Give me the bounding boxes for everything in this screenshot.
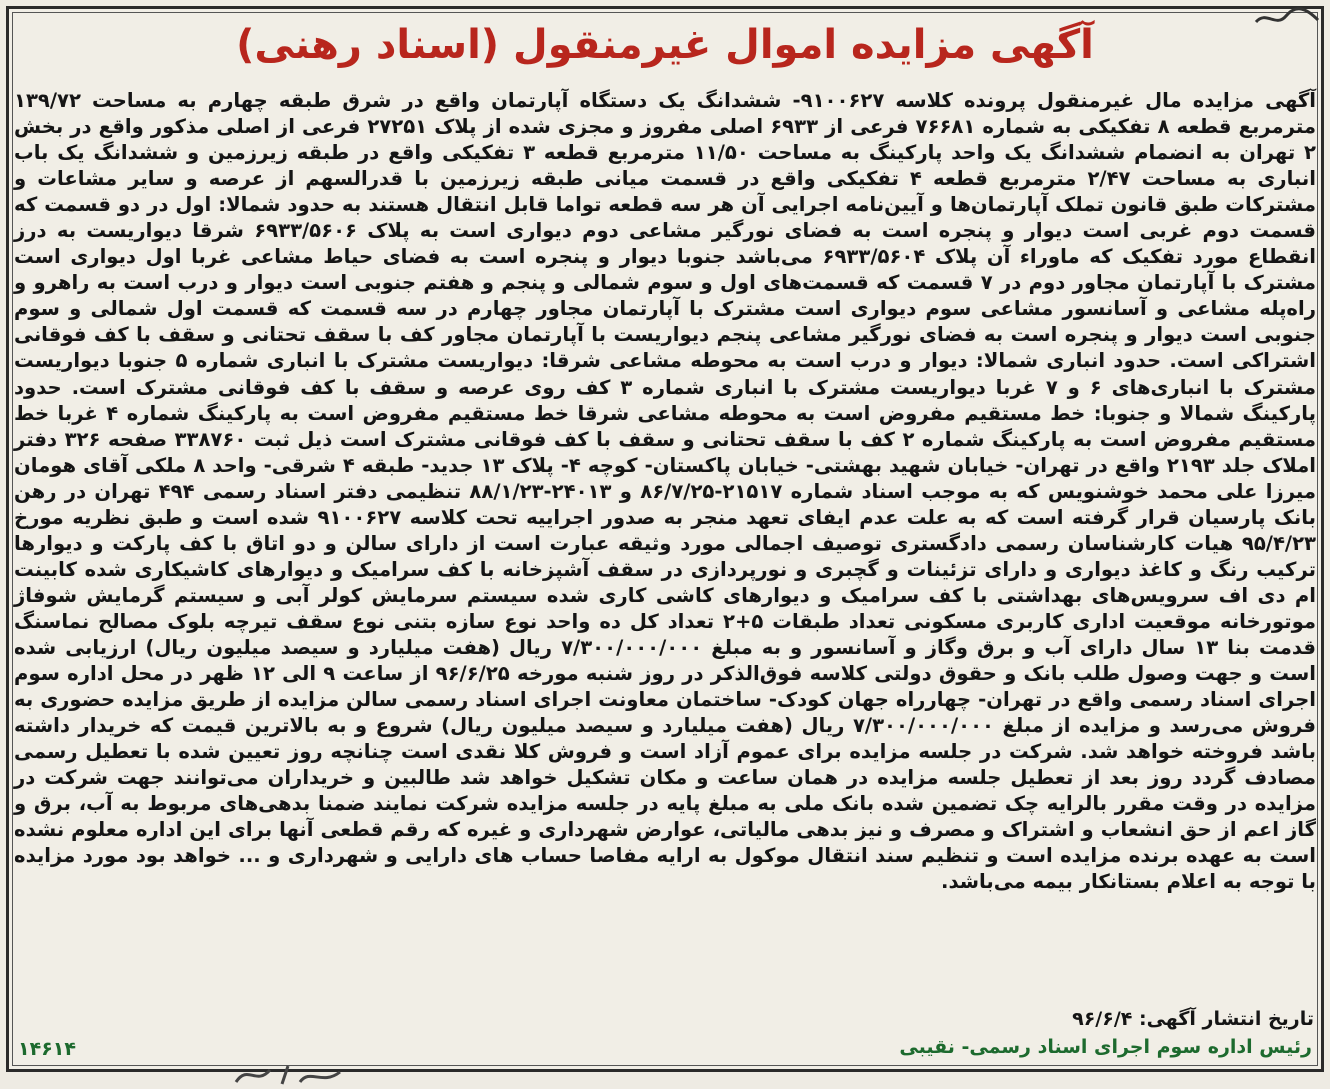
handwritten-mark [230, 1060, 350, 1089]
signature-line: رئیس اداره سوم اجرای اسناد رسمی- نقیبی [899, 1036, 1312, 1058]
notice-title: آگهی مزایده اموال غیرمنقول (اسناد رهنی) [236, 22, 1094, 68]
notice-code: ۱۴۶۱۴ [18, 1038, 76, 1060]
publication-date: تاریخ انتشار آگهی: ۹۶/۶/۴ [1072, 1008, 1314, 1030]
notice-body: آگهی مزایده مال غیرمنقول پرونده کلاسه ۹۱۰۰۶۲۷- ششدانگ یک دستگاه آپارتمان واقع در شرق طبقه چهارم به مساحت ۱۳۹/۷۲ مترمربع قطعه ۸ تفکیکی به شماره ۷۶۶۸۱ فرعی از ۶۹۳۳ اصلی مفروز و مجزی شده از پلاک ۲۷۲۵۱ فرعی از اصلی مذکور واقع در بخش ۲ تهران به انضمام ششدانگ یک واحد پارکینگ به مساحت ۱۱/۵۰ مترمربع قطعه ۳ تفکیکی واقع در طبقه زیرزمین و ششدانگ یک باب انباری به مساحت ۲/۴۷ مترمربع قطعه ۴ تفکیکی واقع در قسمت میانی طبقه زیرزمین با قدرالسهم از عرصه و سایر مشاعات و مشترکات طبق قانون تملک آپارتمان‌ها و آیین‌نامه اجرایی آن هر سه قطعه تواما قابل انتقال هستند به حدود شمالا: اول در دو قسمت که قسمت دوم غربی است دیوار و پنجره است به فضای نورگیر مشاعی دوم دیواری است به پلاک ۶۹۳۳/۵۶۰۶ شرقا دیواریست به درز انقطاع مورد تفکیک که ماوراء آن پلاک ۶۹۳۳/۵۶۰۴ می‌باشد جنوبا دیوار و پنجره است به فضای حیاط مشاعی غربا اول دیواری است مشترک با آپارتمان مجاور دوم در ۷ قسمت که قسمت‌های اول و سوم شمالی و پنجم و هفتم جنوبی است دیوار و درب است به راهرو و راه‌پله مشاعی و آسانسور مشاعی سوم دیواری است مشترک با آپارتمان مجاور چهارم در سه قسمت که قسمت اول شمالی و سوم جنوبی است دیوار و پنجره است به فضای نورگیر مشاعی پنجم دیواریست با آپارتمان مجاور کف با سقف تحتانی و سقف با کف فوقانی اشتراکی است. حدود انباری شمالا: دیوار و درب است به محوطه مشاعی شرقا: دیواریست مشترک با انباری شماره ۵ جنوبا دیواریست مشترک با انباری‌های ۶ و ۷ غربا دیواریست مشترک با انباری شماره ۳ کف روی عرصه و سقف با کف فوقانی مشترک است. حدود پارکینگ شمالا و جنوبا: خط مستقیم مفروض است به محوطه مشاعی شرقا خط مستقیم مفروض است به پارکینگ شماره ۴ غربا خط مستقیم مفروض است به پارکینگ شماره ۲ کف با سقف تحتانی و سقف با کف فوقانی مشترک است ذیل ثبت ۳۳۸۷۶۰ صفحه ۳۲۶ دفتر املاک جلد ۲۱۹۳ واقع در تهران- خیابان شهید بهشتی- خیابان پاکستان- کوچه ۴- پلاک ۱۳ جدید- طبقه ۴ شرقی- واحد ۸ ملکی آقای هومان میرزا علی محمد خوشنویس که به موجب اسناد شماره ۲۱۵۱۷-۸۶/۷/۲۵ و ۲۴۰۱۳-۸۸/۱/۲۳ تنظیمی دفتر اسناد رسمی ۴۹۴ تهران در رهن بانک پارسیان قرار گرفته است که به علت عدم ایفای تعهد منجر به صدور اجراییه تحت کلاسه ۹۱۰۰۶۲۷ شده است و طبق نظریه مورخ ۹۵/۴/۲۳ هیات کارشناسان رسمی دادگستری توصیف اجمالی مورد وثیقه عبارت است از دارای سالن و دو اتاق با کف پارکت و دیوارها ترکیب رنگ و کاغذ دیواری و دارای تزئینات و گچبری و نورپردازی در سقف آشپزخانه با کف سرامیک و دیوارهای کاشیکاری شده کابینت ام دی اف سرویس‌های بهداشتی با کف سرامیک و دیوارهای کاشی کاری شده سیستم سرمایش کولر آبی و سیستم گرمایش شوفاژ موتورخانه موقعیت اداری کاربری مسکونی تعداد طبقات ۵+۲ تعداد کل ده واحد نوع سازه بتنی نوع سقف تیرچه بلوک مصالح نماسنگ قدمت بنا ۱۳ سال دارای آب و برق وگاز و آسانسور و به مبلغ ۷/۳۰۰/۰۰۰/۰۰۰ ریال (هفت میلیارد و سیصد میلیون ریال) ارزیابی شده است و جهت وصول طلب بانک و حقوق دولتی کلاسه فوق‌الذکر در روز شنبه مورخه ۹۶/۶/۲۵ از ساعت ۹ الی ۱۲ ظهر در محل اداره سوم اجرای اسناد رسمی واقع در تهران- چهارراه جهان کودک- ساختمان معاونت اجرای اسناد رسمی سالن مزایده از طریق مزایده حضوری به فروش می‌رسد و مزایده از مبلغ ۷/۳۰۰/۰۰۰/۰۰۰ ریال (هفت میلیارد و سیصد میلیون ریال) شروع و به بالاترین قیمت که خریدار داشته باشد فروخته خواهد شد. شرکت در جلسه مزایده برای عموم آزاد است و فروش کلا نقدی است چنانچه روز تعیین شده با تعطیل رسمی مصادف گردد روز بعد از تعطیل جلسه مزایده در همان ساعت و مکان تشکیل خواهد شد طالبین و خریداران می‌توانند جهت شرکت در مزایده در وقت مقرر بالرایه چک تضمین شده بانک ملی به مبلغ پایه در جلسه مزایده شرکت نمایند ضمنا بدهی‌های مربوط به آب، برق و گاز اعم از حق انشعاب و اشتراک و مصرف و نیز بدهی مالیاتی، عوارض شهرداری و غیره که رقم قطعی آنها برای این اداره معلوم نشده است به عهده برنده مزایده است و تنظیم سند انتقال موکول به ارایه مفاصا حساب های دارایی و شهرداری و ... خواهد بود مورد مزایده با توجه به اعلام بستانکار بیمه می‌باشد. [14, 89, 1317, 894]
